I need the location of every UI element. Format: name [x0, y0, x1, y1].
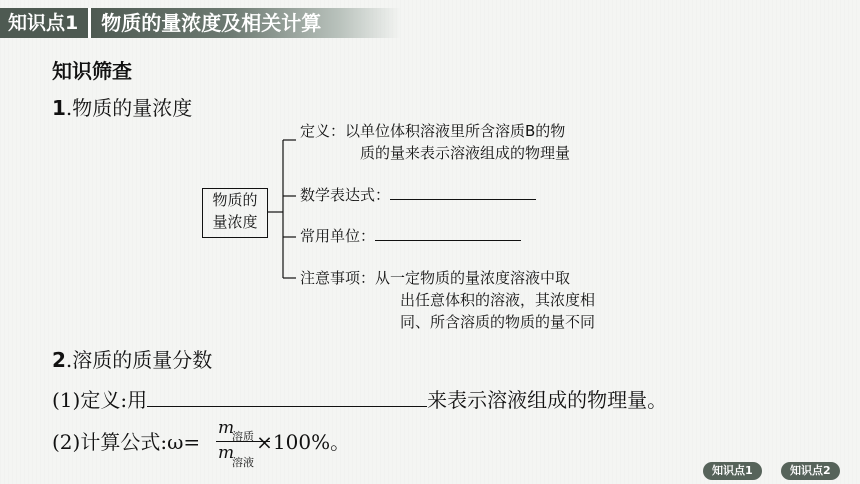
concept-box	[202, 188, 268, 238]
knowledge-point-badge: 知识点1	[0, 8, 88, 38]
denominator-subscript: 溶液	[232, 456, 254, 469]
branch-definition-line2: 质的量来表示溶液组成的物理量	[360, 144, 571, 162]
formula-line	[52, 426, 350, 455]
definition-line	[52, 384, 667, 413]
item1-number: 1	[52, 96, 66, 120]
definition-blank	[147, 388, 427, 407]
branch-notes-line1: 注意事项：从一定物质的量浓度溶液中取	[300, 269, 571, 287]
definition-prefix: (1)定义:用	[52, 388, 148, 412]
numerator-m: m	[218, 418, 235, 438]
item2-heading	[52, 344, 212, 373]
fraction-bar	[216, 441, 270, 442]
branch-expression	[300, 184, 536, 206]
item2-number: 2	[52, 348, 66, 372]
denominator-m: m	[218, 443, 235, 463]
section-heading: 知识筛查	[52, 59, 132, 83]
nav-knowledge-point-2-button[interactable]: 知识点2	[781, 462, 840, 480]
branch-notes-line3: 同、所含溶质的物质的量不同	[400, 313, 596, 331]
expression-blank	[390, 185, 536, 200]
branch-unit	[300, 225, 521, 247]
branch-notes-line2: 出任意体积的溶液，其浓度相	[400, 291, 596, 309]
formula-prefix: (2)计算公式:ω=	[52, 430, 201, 454]
nav-knowledge-point-1-button[interactable]: 知识点1	[703, 462, 762, 480]
item1-title: .物质的量浓度	[65, 96, 193, 120]
definition-suffix: 来表示溶液组成的物理量。	[427, 388, 668, 412]
branch-unit-label: 常用单位：	[300, 227, 376, 245]
branch-expression-label: 数学表达式：	[300, 186, 391, 204]
section-title-bar: 物质的量浓度及相关计算	[91, 8, 401, 38]
branch-definition-line1: 定义：以单位体积溶液里所含溶质B的物	[300, 122, 566, 140]
branch-definition	[300, 120, 570, 164]
numerator-subscript: 溶质	[232, 430, 254, 443]
concept-box-line2: 量浓度	[212, 213, 258, 231]
branch-notes	[300, 267, 595, 333]
concept-box-line1: 物质的	[212, 191, 258, 209]
item2-title: .溶质的质量分数	[65, 348, 213, 372]
unit-blank	[375, 226, 521, 241]
formula-suffix: ×100%。	[256, 430, 351, 454]
